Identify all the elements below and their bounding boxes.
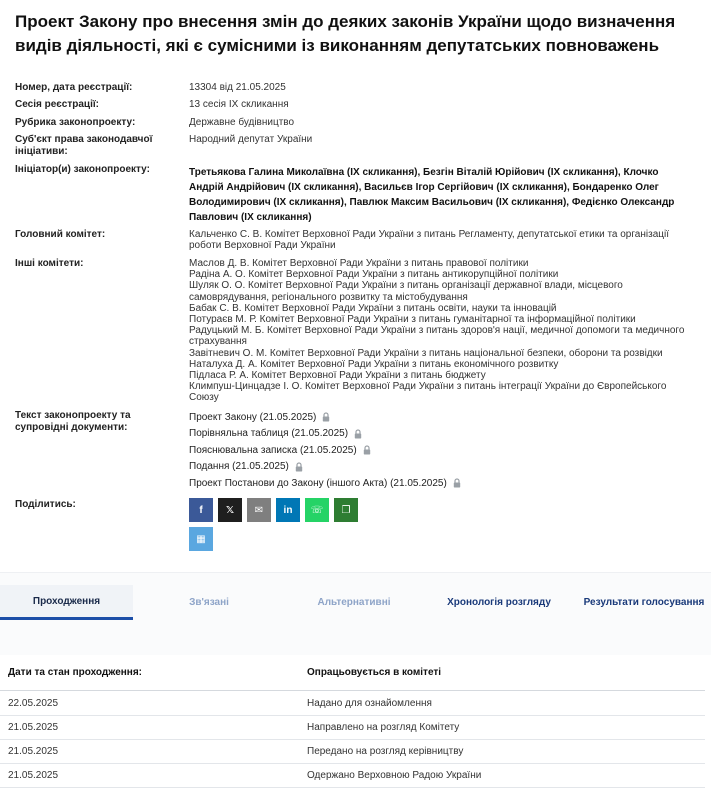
docs-label: Текст законопроекту та супровідні документи: <box>15 410 131 433</box>
session-label: Сесія реєстрації: <box>15 99 99 110</box>
copy-link-button[interactable] <box>334 498 358 522</box>
whatsapp-share-button[interactable] <box>305 498 329 522</box>
committee-item: Климпуш-Цинцадзе І. О. Комітет Верховної Ради України з питань інтеграції України до Європейського Союзу <box>189 381 667 404</box>
rubric-value: Державне будівництво <box>189 117 295 128</box>
lock-icon <box>294 462 304 472</box>
table-header <box>0 658 705 691</box>
x-icon: 𝕏 <box>225 504 235 516</box>
lock-icon <box>362 445 372 455</box>
other-committees-list <box>189 258 694 404</box>
doc-link-text[interactable]: Проект Постанови до Закону (іншого Акта) (21.05.2025) <box>189 477 447 489</box>
copy-icon: ❐ <box>341 504 351 516</box>
other-committees-label: Інші комітети: <box>15 258 84 269</box>
number-label: Номер, дата реєстрації: <box>15 82 133 93</box>
page-title: Проект Закону про внесення змін до деяких законів України щодо визначення видів діяльності, які є сумісними із виконанням депутатських повноважень <box>15 12 676 55</box>
doc-link-text[interactable]: Подання (21.05.2025) <box>189 461 289 473</box>
row-status: Одержано Верховною Радою України <box>307 770 482 781</box>
tab-related[interactable]: Зв'язані <box>189 597 229 608</box>
email-share-button[interactable] <box>247 498 271 522</box>
whatsapp-icon: ☏ <box>310 504 324 516</box>
initiators-value: Третьякова Галина Миколаївна (IX скликання), Безгін Віталій Юрійович (IX скликання), Клочко Андрій Андрійович (IX скликання), Васильєв Ігор Сергійович (IX скликання), Бондаренко Олег Володимирович (IX скликання), Павлюк Максим Васильович (IX скликання), Федієнко Олександр Павлович (IX скликання) <box>189 167 675 223</box>
committee-item: Радіна А. О. Комітет Верховної Ради України з питань антикорупційної політики <box>189 269 559 281</box>
committee-item: Радуцький М. Б. Комітет Верховної Ради України з питань здоров'я нації, медичної допомоги та медичного страхування <box>189 325 685 348</box>
row-date: 21.05.2025 <box>8 770 59 781</box>
doc-link[interactable] <box>189 409 694 426</box>
doc-link-text[interactable]: Пояснювальна записка (21.05.2025) <box>189 444 357 456</box>
committee-item: Бабак С. В. Комітет Верховної Ради України з питань освіти, науки та інновацій <box>189 302 557 314</box>
doc-link[interactable] <box>189 442 694 459</box>
subject-label: Суб'єкт права законодавчої ініціативи: <box>15 134 153 157</box>
linkedin-share-button[interactable] <box>276 498 300 522</box>
doc-link[interactable] <box>189 426 694 443</box>
main-committee-label: Головний комітет: <box>15 229 106 240</box>
doc-link-text[interactable]: Проект Закону (21.05.2025) <box>189 411 317 423</box>
lock-icon <box>452 478 462 488</box>
rubric-label: Рубрика законопроекту: <box>15 117 136 128</box>
tab-voting-results[interactable]: Результати голосування <box>583 597 705 608</box>
subject-value: Народний депутат України <box>189 134 313 145</box>
initiators-label: Ініціатор(и) законопроекту: <box>15 164 150 175</box>
qr-code-icon: ▦ <box>196 533 206 545</box>
email-icon: ✉ <box>254 504 264 516</box>
header-status: Опрацьовується в комітеті <box>307 667 442 678</box>
row-status: Направлено на розгляд Комітету <box>307 722 460 733</box>
committee-item: Шуляк О. О. Комітет Верховної Ради України з питань організації державної влади, місцевого самоврядування, регіонального розвитку та містобудування <box>189 280 623 303</box>
table-row <box>0 715 705 740</box>
qr-code-button[interactable] <box>189 527 213 551</box>
table-row <box>0 691 705 716</box>
session-value: 13 сесія IX скликання <box>189 99 289 110</box>
tab-chronology[interactable]: Хронологія розгляду <box>447 597 551 608</box>
linkedin-icon: in <box>283 504 293 516</box>
facebook-share-button[interactable] <box>189 498 213 522</box>
main-committee-value: Кальченко С. В. Комітет Верховної Ради України з питань Регламенту, депутатської етики та організації роботи Верховної Ради України <box>189 229 669 252</box>
doc-link[interactable] <box>189 459 694 476</box>
x-share-button[interactable] <box>218 498 242 522</box>
docs-list <box>189 409 694 492</box>
doc-link[interactable] <box>189 475 694 492</box>
table-row <box>0 763 705 788</box>
table-row <box>0 739 705 764</box>
committee-item: Наталуха Д. А. Комітет Верховної Ради України з питань економічного розвитку <box>189 358 559 370</box>
doc-link-text[interactable]: Порівняльна таблиця (21.05.2025) <box>189 428 349 440</box>
lock-icon <box>321 412 331 422</box>
row-date: 21.05.2025 <box>8 746 59 757</box>
tab-passage[interactable]: Проходження <box>0 585 133 620</box>
committee-item: Завітневич О. М. Комітет Верховної Ради України з питань національної безпеки, оборони та розвідки <box>189 347 663 359</box>
committee-item: Маслов Д. В. Комітет Верховної Ради України з питань правової політики <box>189 258 529 269</box>
header-dates: Дати та стан проходження: <box>8 667 142 678</box>
number-value: 13304 від 21.05.2025 <box>189 82 286 93</box>
lock-icon <box>353 429 363 439</box>
row-status: Надано для ознайомлення <box>307 698 432 709</box>
committee-item: Потураєв М. Р. Комітет Верховної Ради України з питань гуманітарної та інформаційної політики <box>189 314 636 326</box>
facebook-icon: f <box>199 504 203 516</box>
row-date: 21.05.2025 <box>8 722 59 733</box>
row-date: 22.05.2025 <box>8 698 59 709</box>
tab-alternative[interactable]: Альтернативні <box>317 597 391 608</box>
row-status: Передано на розгляд керівництву <box>307 746 464 757</box>
share-label: Поділитись: <box>15 499 76 510</box>
committee-item: Підласа Р. А. Комітет Верховної Ради України з питань бюджету <box>189 370 486 382</box>
share-buttons <box>189 498 379 551</box>
